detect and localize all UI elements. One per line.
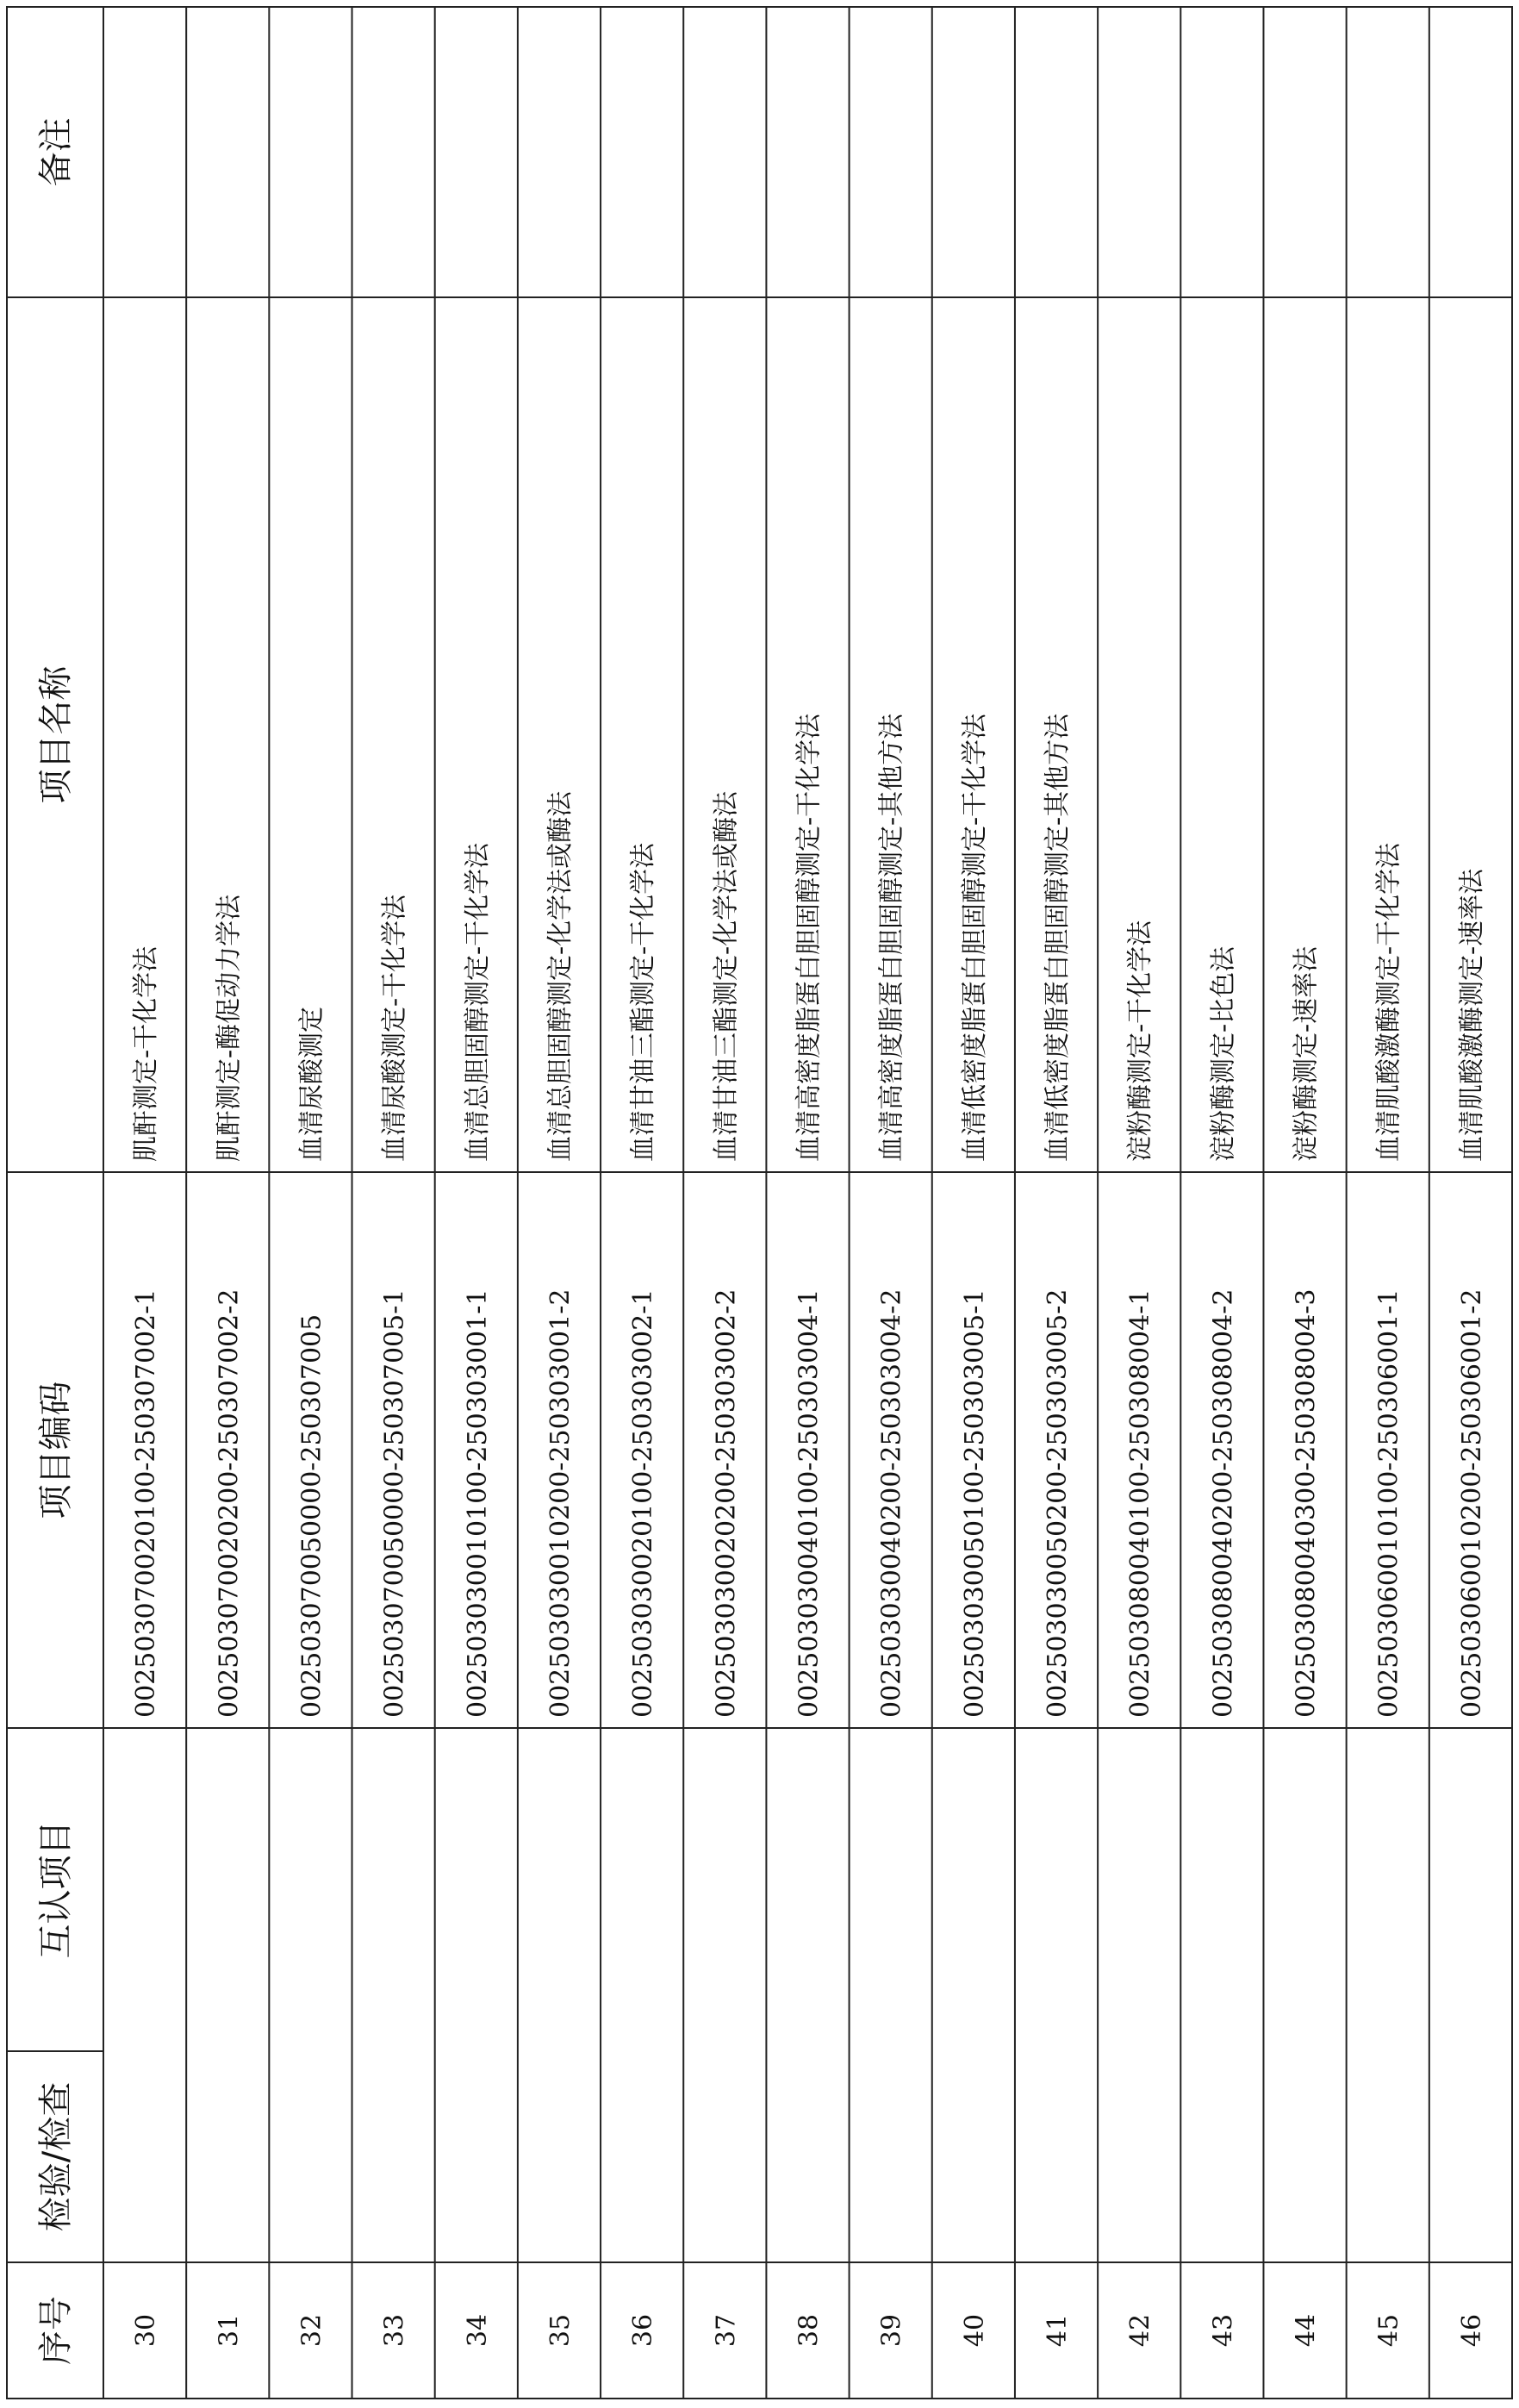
- table-row: [131, 945, 161, 2347]
- table-grid: [7, 7, 1512, 2399]
- cell-item-code: 002503030020100-250303002-1: [628, 1288, 659, 1718]
- cell-item-name: 血清甘油三酯测定-干化学法: [628, 842, 659, 1162]
- cell-item-code: 002503030010100-250303001-1: [462, 1288, 493, 1718]
- header-remark: 备注: [36, 117, 76, 187]
- cell-seq: 41: [1043, 2313, 1074, 2348]
- cell-item-name: 淀粉酶测定-干化学法: [1125, 920, 1156, 1162]
- table-row: [1043, 713, 1073, 2347]
- table-row: [1292, 945, 1322, 2347]
- cell-seq: 38: [794, 2313, 825, 2348]
- header-mutual: 互认项目: [36, 1820, 76, 1959]
- table-row: [628, 842, 658, 2347]
- cell-item-name: 血清尿酸测定-干化学法: [379, 894, 410, 1162]
- cell-item-code: 002503030040200-250303004-2: [876, 1288, 907, 1718]
- cell-seq: 43: [1208, 2313, 1239, 2348]
- cell-item-code: 002503070050000-250307005: [296, 1313, 327, 1718]
- cell-item-name: 血清甘油三酯测定-化学法或酶法: [711, 790, 742, 1162]
- cell-item-code: 002503030040100-250303004-1: [794, 1288, 825, 1718]
- cell-item-name: 淀粉酶测定-比色法: [1208, 945, 1239, 1162]
- table-row: [711, 790, 741, 2347]
- cell-seq: 39: [876, 2313, 907, 2348]
- cell-item-name: 肌酐测定-干化学法: [131, 945, 162, 1162]
- cell-seq: 30: [131, 2313, 162, 2348]
- table-row: [794, 713, 825, 2347]
- cell-item-code: 002503080040200-250308004-2: [1208, 1288, 1239, 1718]
- cell-item-code: 002503030020200-250303002-2: [711, 1288, 742, 1718]
- cell-seq: 45: [1373, 2313, 1404, 2348]
- cell-seq: 36: [628, 2313, 659, 2348]
- cell-seq: 35: [545, 2313, 576, 2348]
- cell-item-name: 血清肌酸激酶测定-速率法: [1456, 868, 1487, 1162]
- cell-seq: 42: [1125, 2313, 1156, 2348]
- cell-seq: 34: [462, 2313, 493, 2348]
- table-row: [1208, 945, 1238, 2347]
- header-code: 项目编码: [36, 1381, 76, 1519]
- table-body: [131, 713, 1487, 2347]
- cell-item-code: 002503080040100-250308004-1: [1125, 1288, 1156, 1718]
- cell-item-name: 血清低密度脂蛋白胆固醇测定-干化学法: [959, 713, 990, 1162]
- cell-seq: 31: [214, 2313, 245, 2348]
- cell-item-name: 淀粉酶测定-速率法: [1291, 945, 1322, 1162]
- header-name: 项目名称: [36, 665, 76, 804]
- header-exam-type: 检验/检查: [36, 2081, 76, 2232]
- cell-item-code: 002503030010200-250303001-2: [545, 1288, 576, 1718]
- cell-item-name: 血清总胆固醇测定-干化学法: [462, 842, 493, 1162]
- cell-item-code: 002503060010100-250306001-1: [1373, 1288, 1404, 1718]
- table-row: [545, 790, 576, 2347]
- cell-item-code: 002503070020200-250307002-2: [214, 1288, 245, 1718]
- cell-item-code: 002503080040300-250308004-3: [1291, 1288, 1322, 1718]
- cell-seq: 37: [711, 2313, 742, 2348]
- table-row: [296, 1007, 327, 2347]
- cell-item-code: 002503070020100-250307002-1: [131, 1288, 162, 1718]
- cell-item-name: 血清肌酸激酶测定-干化学法: [1373, 842, 1404, 1162]
- header-seq: 序号: [36, 2296, 76, 2365]
- table-row: [1457, 868, 1487, 2347]
- cell-item-code: 002503070050000-250307005-1: [379, 1288, 410, 1718]
- cell-item-code: 002503030050200-250303005-2: [1043, 1288, 1074, 1718]
- cell-item-name: 血清高密度脂蛋白胆固醇测定-干化学法: [794, 713, 825, 1162]
- cell-item-name: 肌酐测定-酶促动力学法: [214, 894, 245, 1162]
- table-header-row: [36, 118, 76, 2366]
- cell-seq: 40: [959, 2313, 990, 2348]
- table-row: [1374, 842, 1404, 2347]
- table-row: [214, 894, 244, 2347]
- cell-seq: 46: [1456, 2313, 1487, 2348]
- cell-item-name: 血清尿酸测定: [296, 1007, 327, 1162]
- cell-item-name: 血清低密度脂蛋白胆固醇测定-其他方法: [1043, 713, 1074, 1162]
- table-row: [877, 713, 907, 2347]
- cell-item-code: 002503030050100-250303005-1: [959, 1288, 990, 1718]
- table-row: [380, 894, 410, 2347]
- cell-seq: 32: [296, 2313, 327, 2348]
- table-row: [960, 713, 990, 2347]
- cell-item-name: 血清高密度脂蛋白胆固醇测定-其他方法: [876, 713, 907, 1162]
- cell-seq: 33: [379, 2313, 410, 2348]
- cell-item-code: 002503060010200-250306001-2: [1456, 1288, 1487, 1718]
- table-row: [1125, 920, 1155, 2347]
- table-row: [463, 842, 493, 2347]
- cell-seq: 44: [1291, 2313, 1322, 2348]
- cell-item-name: 血清总胆固醇测定-化学法或酶法: [545, 790, 576, 1162]
- table-border: [7, 7, 1512, 2399]
